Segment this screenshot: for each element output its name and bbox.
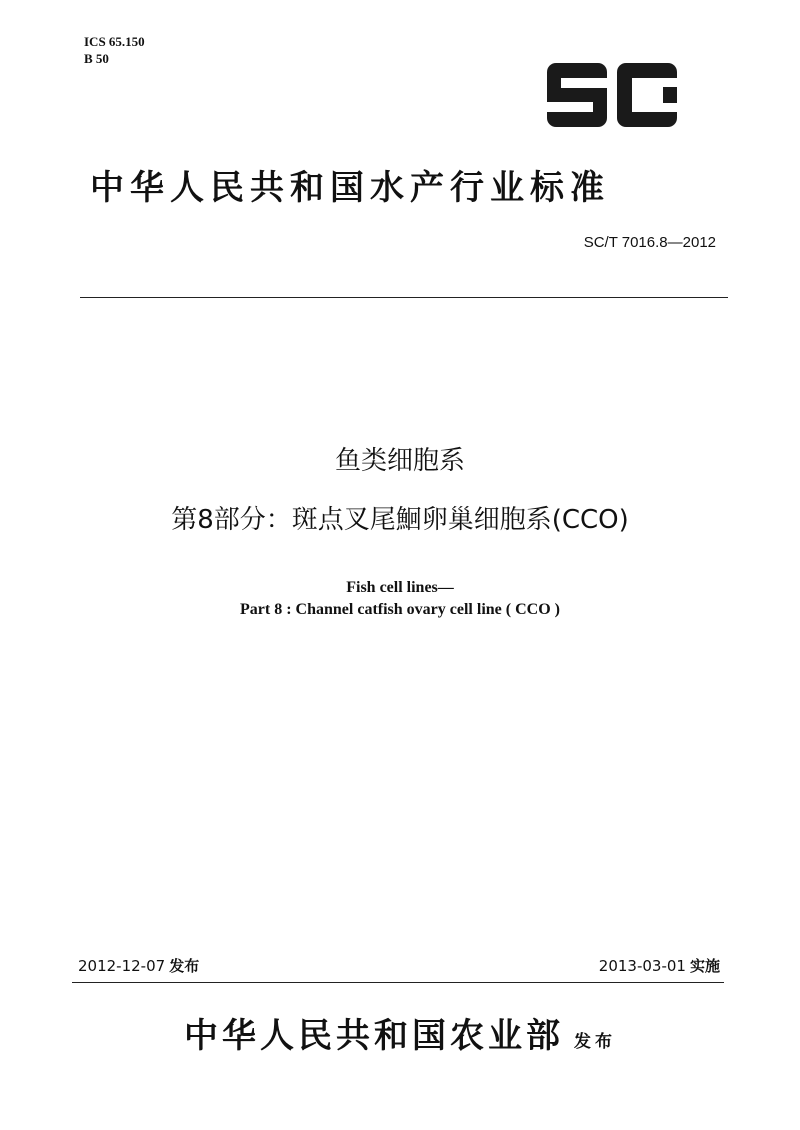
standard-organization: 中华人民共和国水产行业标准 [90, 168, 610, 208]
issuer-suffix: 发布 [574, 1032, 616, 1052]
title-en-main: Fish cell lines— [346, 579, 454, 596]
title-en-part: Part 8 : Channel catfish ovary cell line ( CCO ) [240, 601, 560, 618]
top-divider [80, 297, 728, 298]
implement-date: 2013-03-01 [598, 957, 686, 975]
clc-code: B 50 [84, 51, 109, 66]
issuer-block [0, 1014, 800, 1064]
issue-date-block [78, 956, 199, 976]
issue-label: 发布 [169, 957, 200, 975]
implement-date-block [599, 956, 720, 976]
issue-date: 2012-12-07 [78, 957, 166, 975]
title-cn-part: 第8部分：斑点叉尾鮰卵巢细胞系(CCO) [171, 505, 629, 535]
standard-code: SC/T 7016.8—2012 [583, 234, 716, 251]
implement-label: 实施 [689, 957, 720, 975]
sc-logo [547, 63, 677, 127]
issuer-name: 中华人民共和国农业部 [184, 1016, 564, 1056]
title-cn-main: 鱼类细胞系 [334, 446, 465, 476]
ics-code: ICS 65.150 [84, 34, 145, 49]
bottom-divider [72, 982, 724, 983]
